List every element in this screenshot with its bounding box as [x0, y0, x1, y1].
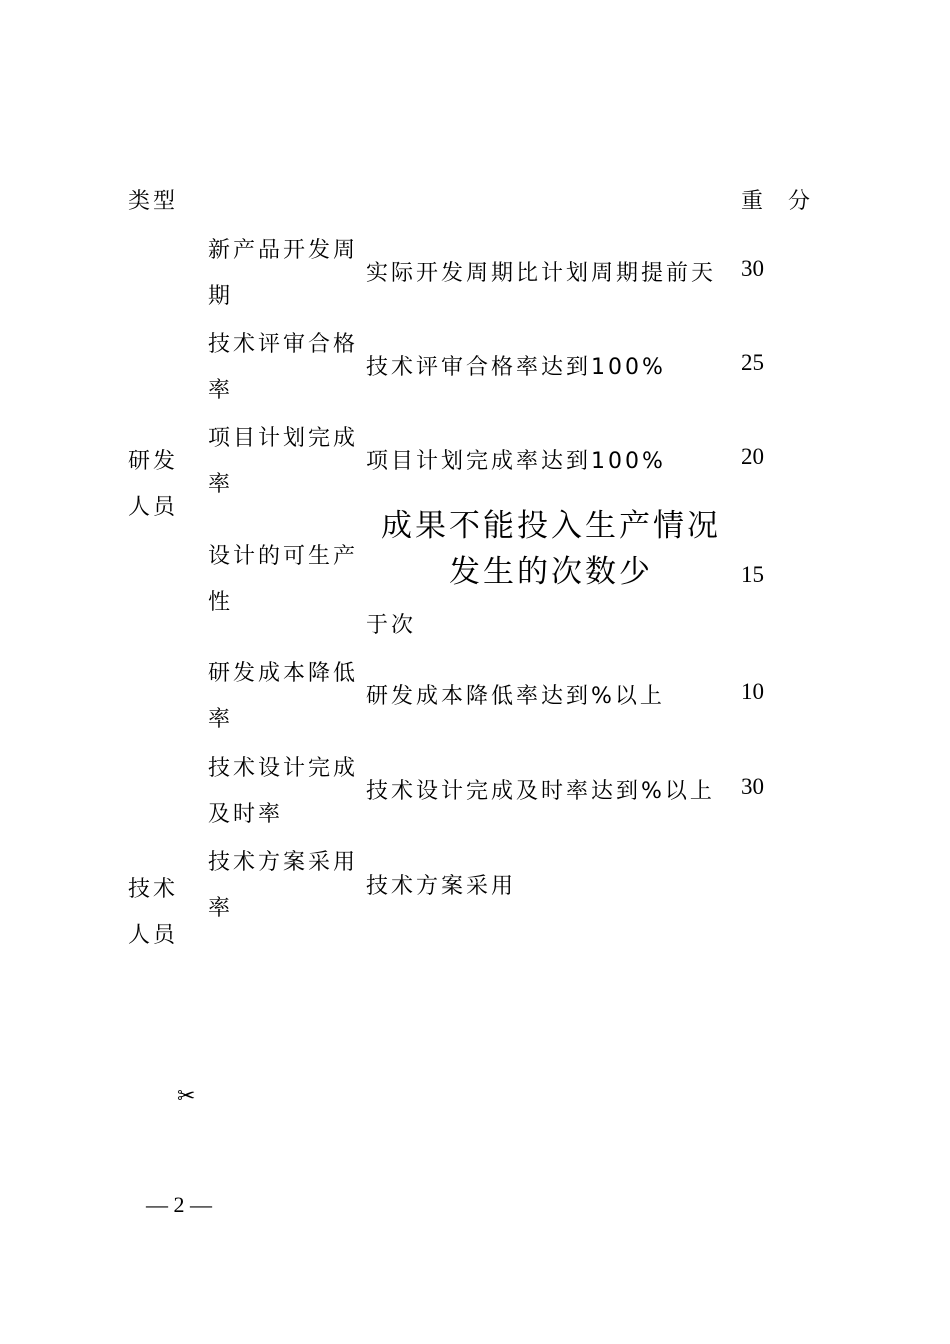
standard-large-line1: 成果不能投入生产情况 [381, 508, 721, 544]
header-score-label: 分 [788, 189, 814, 214]
indicator-line2: 期 [208, 284, 234, 309]
weight-value: 15 [741, 562, 764, 587]
indicator-line1: 项目计划完成 [208, 426, 359, 451]
indicator-line1: 新产品开发周 [208, 238, 359, 263]
group-label-line2: 人员 [128, 923, 179, 948]
header-type-label: 类型 [128, 189, 179, 214]
standard-large-text [366, 503, 736, 595]
indicator-line1: 技术评审合格 [208, 332, 359, 357]
indicator-line1: 技术设计完成 [208, 756, 359, 781]
page-number: — 2 — [146, 1192, 212, 1217]
standard-text: 技术设计完成及时率达到%以上 [366, 779, 715, 804]
weight-value: 20 [741, 444, 764, 469]
group-label-line1: 技术 [128, 877, 179, 902]
standard-text: 实际开发周期比计划周期提前天 [366, 261, 717, 286]
indicator-line2: 率 [208, 472, 234, 497]
standard-large-line2: 发生的次数少 [449, 554, 653, 590]
standard-text: 项目计划完成率达到100% [366, 449, 666, 474]
weight-value: 30 [741, 774, 764, 799]
group-label-line2: 人员 [128, 495, 179, 520]
scissors-icon: ✂ [177, 1084, 196, 1109]
indicator-line1: 设计的可生产 [208, 544, 359, 569]
indicator-line2: 率 [208, 896, 234, 921]
standard-text: 技术方案采用 [366, 874, 517, 899]
header-weight-label: 重 [741, 189, 767, 214]
indicator-line1: 研发成本降低 [208, 661, 359, 686]
indicator-line2: 性 [208, 590, 234, 615]
indicator-line2: 率 [208, 378, 234, 403]
standard-text: 研发成本降低率达到%以上 [366, 684, 665, 709]
indicator-line2: 及时率 [208, 802, 284, 827]
indicator-line2: 率 [208, 707, 234, 732]
weight-value: 10 [741, 679, 764, 704]
weight-value: 25 [741, 350, 764, 375]
standard-text-line3: 于次 [366, 613, 417, 638]
weight-value: 30 [741, 256, 764, 281]
group-label-line1: 研发 [128, 449, 179, 474]
standard-text: 技术评审合格率达到100% [366, 355, 666, 380]
indicator-line1: 技术方案采用 [208, 850, 359, 875]
